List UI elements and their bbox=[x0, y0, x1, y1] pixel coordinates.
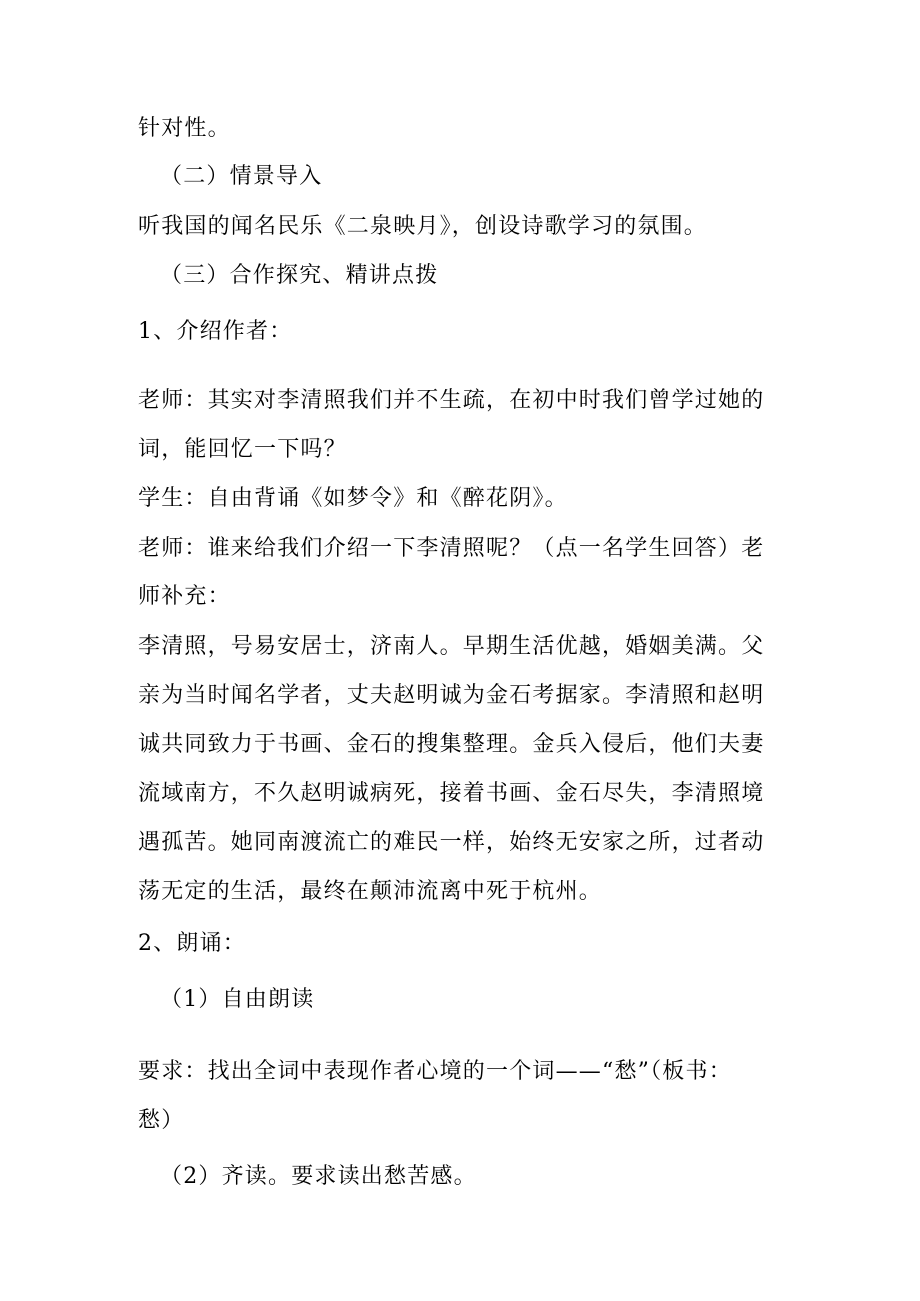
text-line-1: 针对性。 bbox=[138, 116, 231, 141]
sub-item-reading-together: （2）齐读。要求读出愁苦感。 bbox=[160, 1164, 477, 1189]
item-heading-introduce-author: 1、介绍作者： bbox=[138, 319, 293, 344]
text-line-20: 愁） bbox=[138, 1108, 185, 1133]
text-line-9: 老师：谁来给我们介绍一下李清照呢？（点一名学生回答）老 bbox=[138, 536, 765, 561]
text-line-14: 流域南方，不久赵明诚病死，接着书画、金石尽失，李清照境 bbox=[138, 781, 765, 806]
text-line-3: 听我国的闻名民乐《二泉映月》，创设诗歌学习的氛围。 bbox=[138, 214, 708, 239]
text-line-12: 亲为当时闻名学者，丈夫赵明诚为金石考据家。李清照和赵明 bbox=[138, 683, 765, 708]
item-heading-recitation: 2、朗诵： bbox=[138, 931, 246, 956]
text-line-6: 老师：其实对李清照我们并不生疏，在初中时我们曾学过她的 bbox=[138, 388, 765, 413]
section-heading-scene-intro: （二）情景导入 bbox=[160, 164, 323, 189]
text-line-11: 李清照，号易安居士，济南人。早期生活优越，婚姻美满。父 bbox=[138, 634, 765, 659]
section-heading-cooperative-inquiry: （三）合作探究、精讲点拨 bbox=[160, 263, 439, 288]
text-line-15: 遇孤苦。她同南渡流亡的难民一样，始终无安家之所，过者动 bbox=[138, 830, 765, 855]
text-line-16: 荡无定的生活，最终在颠沛流离中死于杭州。 bbox=[138, 879, 603, 904]
text-line-13: 诚共同致力于书画、金石的搜集整理。金兵入侵后，他们夫妻 bbox=[138, 732, 765, 757]
text-line-19: 要求：找出全词中表现作者心境的一个词——“愁”（板书： bbox=[138, 1059, 732, 1084]
text-line-7: 词，能回忆一下吗？ bbox=[138, 437, 347, 462]
text-line-10: 师补充： bbox=[138, 584, 231, 609]
text-line-8: 学生：自由背诵《如梦令》和《醉花阴》。 bbox=[138, 486, 568, 511]
sub-item-free-reading: （1）自由朗读 bbox=[160, 987, 315, 1012]
